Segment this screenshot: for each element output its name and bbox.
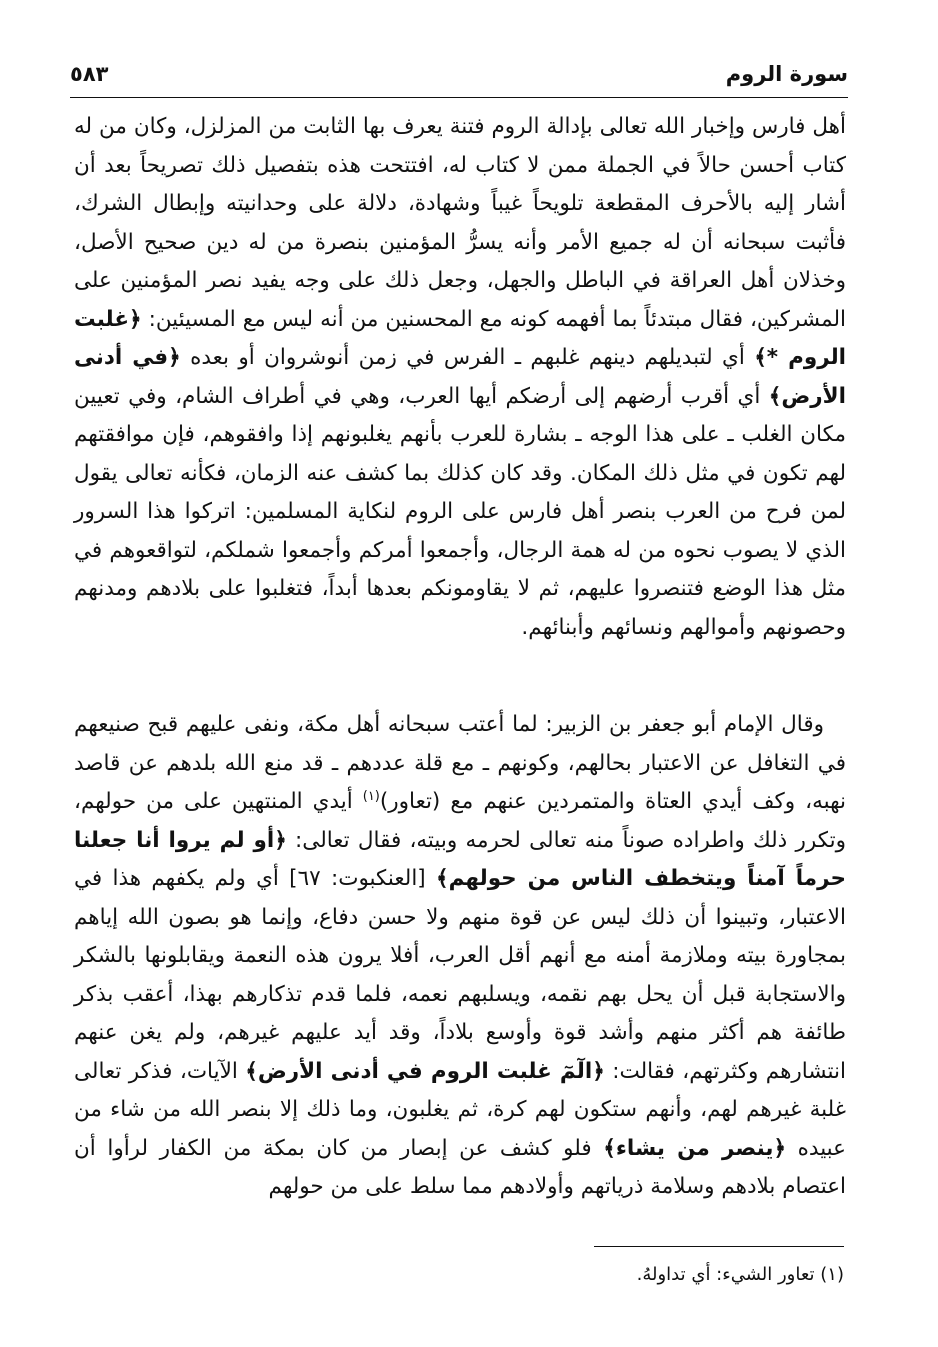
paragraph-text: أي أقرب أرضهم إلى أرضكم أيها العرب، وهي في أطراف الشام، وفي تعيين مكان الغلب ـ على هذا الوجه ـ بشارة للعرب بأنهم يغلبونهم إذا وافقوهم، فإن موافقتهم لهم تكون في مثل ذلك المكان. وقد كان كذلك بما كشف عنه الزمان، فكأنه تعالى يقول لمن فرح من العرب بنصر أهل فارس على الروم لنكاية المسلمين: اتركوا هذا السرور الذي لا يصوب نحوه من له همة الرجال، وأجمعوا أمركم وأجمعوا شملكم، لتواقعوهم في مثل هذا الوضع فتنصروا عليهم، ثم لا يقاومونكم بعدها أبداً، فتغلبوا على بلادهم ومدنهم وحصونهم وأموالهم ونسائهم وأبنائهم. (74, 383, 846, 640)
paragraph-text: وقال الإمام أبو جعفر بن الزبير: لما أعتب سبحانه أهل مكة، ونفى عليهم قبح صنيعهم في التغافل عن الاعتبار بحالهم، وكونهم ـ مع قلة عددهم ـ قد منع الله بلدهم عن قاصد نهبه، وكف أيدي العتاة والمتمردين عنهم مع (تعاور) (74, 712, 846, 814)
quran-quote: ﴿ينصر من يشاء﴾ (603, 1135, 787, 1161)
paragraph-text: أيدي المنتهين على من حولهم، وتكرر ذلك واطراده صوناً منه تعالى لحرمه وبيته، فقال تعالى: (74, 789, 846, 853)
paragraph-2 (74, 706, 846, 1207)
paragraph-text: فلو كشف عن إبصار من كان بمكة من الكفار لرأوا أن اعتصام بلادهم وسلامة ذرياتهم وأولادهم مما سلط على من حولهم (74, 1135, 846, 1199)
quran-quote: ﴿الٓمٓ غلبت الروم في أدنى الأرض﴾ (245, 1058, 605, 1084)
quran-quote: ﴿غلبت الروم *﴾ (74, 306, 847, 370)
header-divider (70, 97, 848, 98)
footnote-text: تعاور الشيء: أي تداولهُ. (636, 1264, 815, 1285)
footnote-reference: (١) (362, 788, 380, 804)
page-number: ٥٨٣ (70, 62, 109, 86)
footnote-marker: (١) (820, 1264, 844, 1285)
page-header (70, 58, 848, 94)
paragraph-text: أي لتبديلهم دينهم غلبهم ـ الفرس في زمن أنوشروان أو بعده (180, 345, 755, 370)
paragraph-text: أهل فارس وإخبار الله تعالى بإدالة الروم فتنة يعرف بها الثابت من المزلزل، وكان من له كتاب أحسن حالاً في الجملة ممن لا كتاب له، افتتحت هذه بتفصيل ذلك تصريحاً بعد أن أشار إليه بالأحرف المقطعة تلويحاً غيباً وشهادة، دلالة على وحدانيته وإبطال الشرك، فأثبت سبحانه أن له جميع الأمر وأنه يسرُّ المؤمنين بنصرة من له دين صحيح الأصل، وخذلان أهل العراقة في الباطل والجهل، وجعل ذلك على وجه يفيد نصر المؤمنين على المشركين، فقال مبتدئاً بما أفهمه كونه مع المحسنين من أنه ليس مع المسيئين: (74, 114, 846, 332)
paragraph-text: الآيات، فذكر تعالى غلبة غيرهم لهم، وأنهم ستكون لهم كرة، ثم يغلبون، وما ذلك إلا بنصر الله من شاء من عبيده (74, 1058, 846, 1161)
paragraph-text: [العنكبوت: ٦٧] أي ولم يكفهم هذا في الاعتبار، وتبينوا أن ذلك ليس عن قوة منهم ولا حسن دفاع، وإنما هو بصون الله إياهم بمجاورة بيته وملازمة أمنه مع أنهم أقل العرب، أفلا يرون هذه النعمة ويقابلونها بالشكر والاستجابة قبل أن يحل بهم نقمه، ويسلبهم نعمه، فلما قدم تذكارهم بهذا، أعقب بذكر طائفة هم أكثر منهم وأشد قوة وأوسع بلاداً، وقد أيد عليهم غيرهم، ولم يغن عنهم انتشارهم وكثرتهم، فقالت: (74, 866, 846, 1084)
surah-title: سورة الروم (725, 62, 848, 86)
quran-quote: ﴿أو لم يروا أنا جعلنا حرماً آمناً ويتخطف الناس من حولهم﴾ (74, 827, 846, 891)
quran-quote: ﴿في أدنى الأرض﴾ (74, 345, 846, 409)
footnote (380, 1260, 844, 1290)
paragraph-1 (74, 108, 846, 647)
footnote-divider (594, 1246, 844, 1247)
